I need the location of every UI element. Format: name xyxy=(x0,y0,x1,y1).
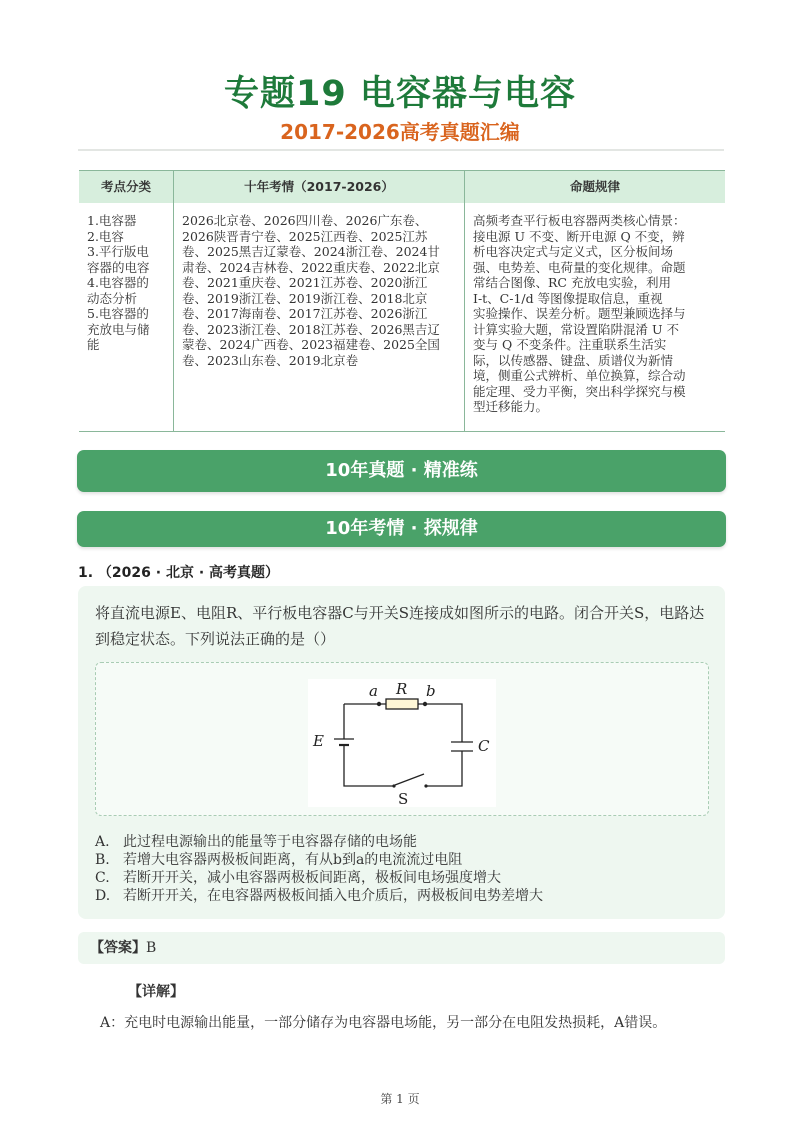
practice-banner: 10年真题 · 精准练 xyxy=(77,450,726,492)
page-title: 专题19 电容器与电容 xyxy=(224,74,576,114)
header-exams: 十年考情（2017-2026） xyxy=(174,171,465,204)
topic-line: 能 xyxy=(87,337,100,352)
option-a: A. 此过程电源输出的能量等于电容器存储的电场能 xyxy=(95,834,417,850)
label-R: R xyxy=(396,680,408,698)
exams-line: 卷、2023山东卷、2019北京卷 xyxy=(182,352,359,368)
table-row xyxy=(79,203,725,432)
label-C: C xyxy=(478,737,490,755)
label-S: S xyxy=(398,790,409,807)
switch-contact xyxy=(424,784,427,787)
table-header-row xyxy=(79,171,725,204)
option-c: C. 若断开开关，减小电容器两极板间距离，极板间电场强度增大 xyxy=(95,870,501,886)
topic-line: 2.电容 xyxy=(87,228,124,244)
topic-line: 1.电容器 xyxy=(87,213,137,228)
wire-bottom-right xyxy=(427,751,462,786)
options-list xyxy=(95,833,707,905)
topic-line: 动态分析 xyxy=(87,290,138,306)
pattern-line: I-t、C-1/d 等图像提取信息，重视 xyxy=(473,290,663,306)
page-number: 第 1 页 xyxy=(380,1092,420,1106)
label-E: E xyxy=(313,732,324,750)
detail-label: 【详解】 xyxy=(128,984,184,1000)
detail-text: A：充电时电源输出能量，一部分储存为电容器电场能，另一部分在电阻发热损耗，A错误。 xyxy=(100,1015,667,1031)
exams-line: 卷、2025黑吉辽蒙卷、2024浙江卷、2024甘 xyxy=(182,244,440,259)
label-a: a xyxy=(369,682,378,700)
question-card xyxy=(78,586,725,919)
title-divider xyxy=(78,149,724,151)
page-subtitle: 2017-2026高考真题汇编 xyxy=(280,120,520,144)
pattern-line: 接电源 U 不变、断开电源 Q 不变，辨 xyxy=(473,228,685,244)
topic-cell xyxy=(79,203,174,432)
pattern-line: 型迁移能力。 xyxy=(473,399,549,414)
circuit-diagram xyxy=(308,679,496,807)
answer-bar xyxy=(78,932,725,964)
topic-line: 容器的电容 xyxy=(87,259,150,275)
question-heading: 1. （2026 · 北京 · 高考真题） xyxy=(78,565,280,581)
resistor xyxy=(386,699,418,709)
exams-line: 蒙卷、2024广西卷、2023福建卷、2025全国 xyxy=(182,337,440,352)
topic-line: 5.电容器的 xyxy=(87,306,149,321)
exams-line: 肃卷、2024吉林卷、2022重庆卷、2022北京 xyxy=(182,259,440,275)
topic-line: 充放电与储 xyxy=(87,321,150,337)
answer-label: 【答案】 xyxy=(90,940,146,956)
exams-line: 2026北京卷、2026四川卷、2026广东卷、 xyxy=(182,213,428,228)
header-topic: 考点分类 xyxy=(79,171,174,204)
pattern-line: 强、电势差、电荷量的变化规律。命题 xyxy=(473,259,686,275)
pattern-line: 析电容决定式与定义式，区分板间场 xyxy=(473,244,674,259)
pattern-line: 高频考查平行板电容器两类核心情景： xyxy=(473,213,686,228)
switch-pivot xyxy=(392,784,395,787)
pattern-line: 际，以传感器、键盘、质谱仪为新情 xyxy=(473,352,674,368)
pattern-line: 实验操作、误差分析。题型兼顾选择与 xyxy=(473,306,686,321)
node-a xyxy=(377,702,381,706)
wire-left-lower xyxy=(344,745,393,786)
exams-line: 卷、2021重庆卷、2021江苏卷、2020浙江 xyxy=(182,275,428,290)
header-pattern: 命题规律 xyxy=(465,171,726,204)
figure-frame xyxy=(95,662,709,816)
pattern-line: 常结合图像、RC 充放电实验，利用 xyxy=(473,275,671,290)
exams-line: 卷、2019浙江卷、2019浙江卷、2018北京 xyxy=(182,290,428,306)
exams-line: 卷、2017海南卷、2017江苏卷、2026浙江 xyxy=(182,306,428,321)
trend-banner: 10年考情 · 探规律 xyxy=(77,511,726,547)
label-b: b xyxy=(426,682,436,700)
option-b: B. 若增大电容器两极板间距离，有从b到a的电流流过电阻 xyxy=(95,852,463,868)
pattern-line: 变与 Q 不变条件。注重联系生活实 xyxy=(473,337,667,352)
switch-blade xyxy=(395,774,424,785)
question-stem: 将直流电源E、电阻R、平行板电容器C与开关S连接成如图所示的电路。闭合开关S，电路达到稳定状态。下列说法正确的是（） xyxy=(95,604,705,648)
summary-table xyxy=(79,170,725,432)
pattern-line: 境，侧重公式辨析、单位换算，综合动 xyxy=(473,368,686,383)
topic-line: 3.平行版电 xyxy=(87,244,149,259)
wire-top-right xyxy=(418,704,462,742)
exams-cell xyxy=(174,203,465,432)
answer-value: B xyxy=(146,940,157,956)
option-d: D. 若断开开关，在电容器两极板间插入电介质后，两极板间电势差增大 xyxy=(95,888,543,904)
node-b xyxy=(423,702,427,706)
exams-line: 卷、2023浙江卷、2018江苏卷、2026黑吉辽 xyxy=(182,321,440,337)
pattern-cell xyxy=(465,203,726,432)
topic-line: 4.电容器的 xyxy=(87,275,149,290)
pattern-line: 能定理、受力平衡，突出科学探究与模 xyxy=(473,383,686,399)
exams-line: 2026陕晋青宁卷、2025江西卷、2025江苏 xyxy=(182,228,428,244)
pattern-line: 计算实验大题，常设置陷阱混淆 U 不 xyxy=(473,321,679,337)
